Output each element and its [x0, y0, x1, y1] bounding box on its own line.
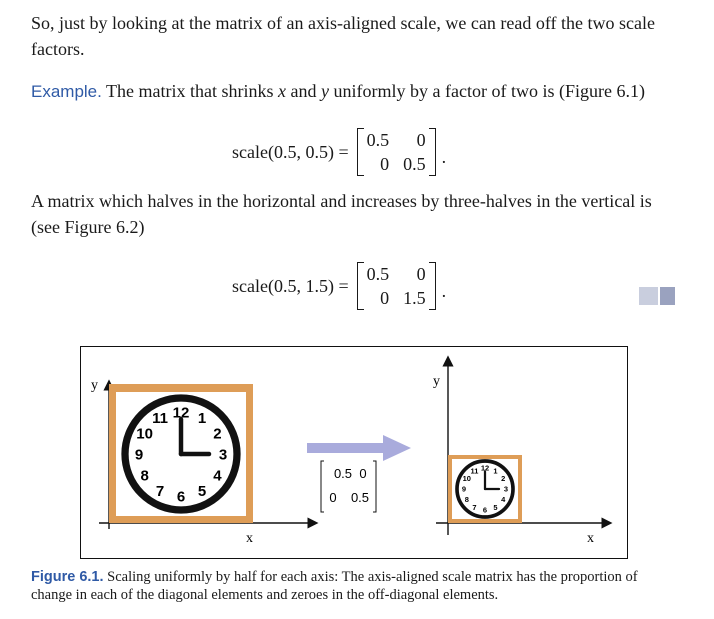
left-x-axis-label: x: [246, 531, 253, 546]
clock-numeral: 9: [134, 446, 144, 464]
marker-block-light: [639, 287, 658, 305]
clock-numeral: 11: [470, 466, 479, 476]
clock-numeral: 5: [197, 482, 207, 500]
transform-arrow: [307, 435, 411, 461]
example-text-c: uniformly by a factor of two is (Figure 6.1): [329, 81, 645, 101]
variable-y: y: [321, 81, 330, 101]
matrix-cell: 0: [416, 264, 426, 284]
clock-numeral: 9: [461, 484, 467, 494]
matrix-cell: 0: [416, 130, 426, 150]
clock-numeral: 7: [472, 502, 477, 512]
clock-numeral: 4: [213, 467, 222, 485]
matrix-cell: 0.5: [403, 154, 426, 174]
example-paragraph: [31, 78, 681, 105]
matrix-cell: 0.5: [366, 130, 390, 150]
figure-matrix-cell: 0.5: [333, 466, 353, 481]
matrix-cell: 0: [380, 288, 390, 308]
clock-numeral: 12: [480, 463, 490, 473]
clock-small: [457, 461, 513, 517]
matrix-grid: [364, 263, 429, 309]
figure-illustration: [81, 347, 626, 557]
caption-label: Figure 6.1.: [31, 569, 104, 585]
figure-matrix-cell: 0: [359, 466, 367, 481]
left-bracket: [357, 128, 364, 176]
matrix-cell: 0: [380, 154, 390, 174]
clock-numeral: 6: [176, 488, 186, 506]
clock-numeral: 5: [493, 502, 498, 512]
equation-period: .: [441, 281, 447, 301]
example-text-b: and: [286, 81, 322, 101]
right-y-axis-label: y: [433, 374, 440, 389]
clock-numeral: 8: [464, 495, 469, 505]
clock-numeral: 6: [482, 505, 488, 515]
equation-lhs: scale(0.5, 1.5) =: [232, 276, 349, 296]
clock-numeral: 2: [501, 474, 506, 484]
transform-indicator: [307, 435, 411, 512]
matrix: [357, 128, 436, 176]
matrix: [357, 262, 436, 310]
figure-matrix-right-bracket: [373, 461, 376, 512]
clock-large: [125, 398, 237, 510]
caption-text: Scaling uniformly by half for each axis: The axis-aligned scale matrix has the proportion of change in each of the diagonal elements and zeroes in the off-diagonal elements.: [31, 569, 638, 603]
clock-numeral: 12: [172, 404, 190, 422]
margin-marker: [639, 287, 675, 305]
figure-caption: [31, 568, 681, 604]
clock-numeral: 1: [197, 410, 207, 428]
figure-matrix-cell: 0: [329, 490, 337, 505]
example-label: Example.: [31, 82, 102, 101]
right-panel: [433, 361, 607, 546]
matrix-cell: 1.5: [403, 288, 426, 308]
left-y-axis-label: y: [91, 378, 98, 393]
right-bracket: [429, 128, 436, 176]
variable-x: x: [278, 81, 287, 101]
clock-numeral: 11: [152, 410, 168, 428]
clock-numeral: 3: [503, 484, 509, 494]
clock-numeral: 8: [140, 467, 149, 485]
right-bracket: [429, 262, 436, 310]
example-text-a: The matrix that shrinks: [101, 81, 279, 101]
equation-scale-uniform: [232, 128, 446, 176]
figure-matrix-cell: 0.5: [350, 490, 370, 505]
left-panel: [91, 378, 313, 546]
right-x-axis-label: x: [587, 531, 594, 546]
left-bracket: [357, 262, 364, 310]
matrix-cell: 0.5: [366, 264, 390, 284]
clock-numeral: 3: [218, 446, 228, 464]
clock-numeral: 7: [155, 482, 165, 500]
matrix-grid: [364, 129, 429, 175]
clock-numeral: 1: [493, 466, 498, 476]
figure-6-1: [80, 346, 628, 559]
intro-paragraph: So, just by looking at the matrix of an axis-aligned scale, we can read off the two scale factors.: [31, 13, 655, 59]
nonuniform-paragraph: A matrix which halves in the horizontal and increases by three-halves in the vertical is (see Figure 6.2): [31, 191, 652, 237]
clock-numeral: 10: [462, 474, 471, 484]
equation-lhs: scale(0.5, 0.5) =: [232, 142, 349, 162]
marker-block-dark: [660, 287, 675, 305]
equation-period: .: [441, 147, 447, 167]
equation-scale-nonuniform: [232, 262, 446, 310]
clock-numeral: 4: [501, 495, 506, 505]
clock-numeral: 10: [136, 425, 153, 443]
clock-numeral: 2: [213, 425, 222, 443]
figure-matrix-left-bracket: [321, 461, 324, 512]
